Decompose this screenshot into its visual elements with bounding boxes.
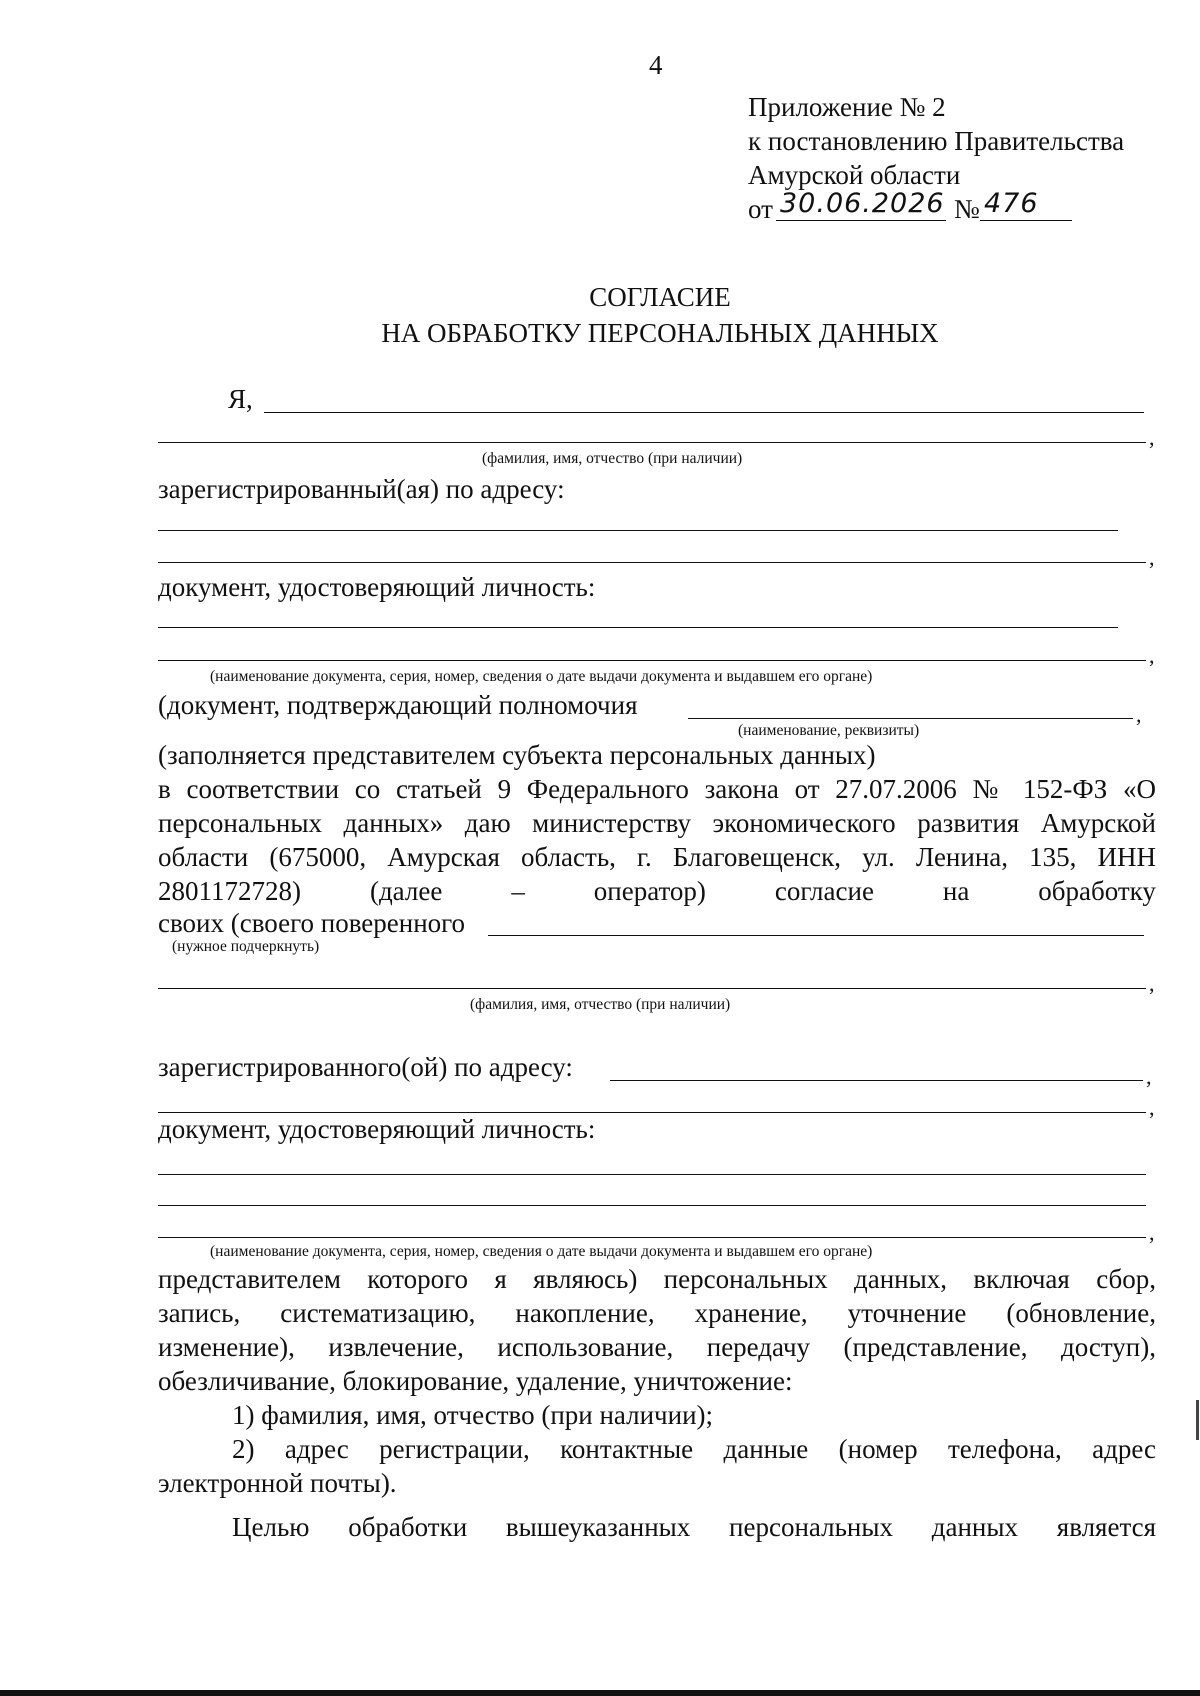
authority-doc-field-line[interactable]	[688, 718, 1133, 719]
comma: ,	[1149, 643, 1155, 668]
identity-doc2-field-line-2[interactable]	[158, 1205, 1146, 1206]
authority-doc-label: (документ, подтверждающий полномочия	[158, 690, 638, 720]
comma: ,	[1149, 425, 1155, 450]
filled-by-representative: (заполняется представителем субъекта персональных данных)	[158, 740, 876, 770]
fio2-field-line[interactable]	[158, 988, 1146, 989]
address2-field-line-2[interactable]	[158, 1112, 1146, 1113]
fio-field-line-1[interactable]	[264, 412, 1144, 413]
paragraph-1-line-1: в соответствии со статьей 9 Федерального закона от 27.07.2006 № 152-ФЗ «О	[158, 774, 1156, 804]
identity-doc-field-line-2[interactable]	[158, 660, 1146, 661]
identity-doc-label: документ, удостоверяющий личность:	[158, 572, 596, 602]
comma: ,	[1149, 1220, 1155, 1245]
appendix-line-1: Приложение № 2	[748, 92, 946, 122]
address-field-line-2[interactable]	[158, 562, 1146, 563]
paragraph-1-line-3: области (675000, Амурская область, г. Благовещенск, ул. Ленина, 135, ИНН	[158, 842, 1156, 872]
word: (далее	[369, 876, 443, 906]
representative-field-line[interactable]	[488, 935, 1144, 936]
doc-caption: (наименование документа, серия, номер, сведения о дате выдачи документа и выдавшем его органе)	[210, 668, 873, 685]
word: оператор)	[593, 876, 706, 906]
i-label: Я,	[228, 384, 253, 414]
address2-field-line-1[interactable]	[610, 1080, 1143, 1081]
paragraph-2-line-2: запись, систематизацию, накопление, хранение, уточнение (обновление,	[158, 1298, 1156, 1328]
purpose-line-1: Целью обработки вышеуказанных персональных данных является	[232, 1512, 1156, 1542]
doc2-caption: (наименование документа, серия, номер, сведения о дате выдачи документа и выдавшем его органе)	[210, 1243, 873, 1260]
word: на	[942, 876, 970, 906]
fio-caption: (фамилия, имя, отчество (при наличии)	[482, 450, 743, 467]
date-underline	[776, 220, 946, 221]
comma: ,	[1146, 1064, 1152, 1089]
comma: ,	[1149, 971, 1155, 996]
number-underline	[980, 220, 1072, 221]
identity-doc-field-line-1[interactable]	[158, 627, 1118, 628]
paragraph-1-line-2: персональных данных» даю министерству экономического развития Амурской	[158, 808, 1156, 838]
paragraph-2-line-3: изменение), извлечение, использование, передачу (представление, доступ),	[158, 1332, 1156, 1362]
fio2-caption: (фамилия, имя, отчество (при наличии)	[470, 996, 731, 1013]
list-item-2-line-2: электронной почты).	[158, 1468, 397, 1498]
word: согласие	[774, 876, 874, 906]
word: 2801172728)	[158, 876, 301, 906]
identity-doc2-field-line-3[interactable]	[158, 1237, 1146, 1238]
appendix-number-label: №	[954, 194, 980, 224]
appendix-line-3: Амурской области	[748, 160, 961, 190]
appendix-date: 30.06.2026	[780, 188, 945, 219]
own-label: своих (своего поверенного	[158, 908, 466, 938]
word: обработку	[1038, 876, 1156, 906]
list-item-2-line-1: 2) адрес регистрации, контактные данные (номер телефона, адрес	[232, 1434, 1156, 1464]
scan-border	[0, 1690, 1200, 1696]
paragraph-2-line-4: обезличивание, блокирование, удаление, уничтожение:	[158, 1366, 793, 1396]
authority-caption: (наименование, реквизиты)	[738, 722, 920, 739]
document-title-line-1: СОГЛАСИЕ	[589, 282, 731, 312]
appendix-number: 476	[984, 188, 1039, 219]
registered-label: зарегистрированный(ая) по адресу:	[158, 474, 565, 504]
identity-doc2-field-line-1[interactable]	[158, 1174, 1146, 1175]
comma: ,	[1136, 702, 1142, 727]
address-field-line-1[interactable]	[158, 530, 1118, 531]
fio-field-line-2[interactable]	[158, 442, 1146, 443]
word: –	[511, 876, 525, 906]
identity-doc2-label: документ, удостоверяющий личность:	[158, 1114, 596, 1144]
document-title-line-2: НА ОБРАБОТКУ ПЕРСОНАЛЬНЫХ ДАННЫХ	[381, 318, 939, 348]
paragraph-2-line-1: представителем которого я являюсь) персональных данных, включая сбор,	[158, 1264, 1156, 1294]
comma: ,	[1149, 545, 1155, 570]
scan-edge-mark	[1196, 1400, 1199, 1440]
paragraph-1-line-4	[158, 876, 1156, 907]
registered2-label: зарегистрированного(ой) по адресу:	[158, 1052, 573, 1082]
list-item-1: 1) фамилия, имя, отчество (при наличии);	[232, 1400, 714, 1430]
underline-caption: (нужное подчеркнуть)	[172, 938, 320, 955]
page-number: 4	[649, 50, 663, 80]
appendix-from-label: от	[748, 194, 773, 224]
comma: ,	[1149, 1095, 1155, 1120]
appendix-line-2: к постановлению Правительства	[748, 126, 1125, 156]
